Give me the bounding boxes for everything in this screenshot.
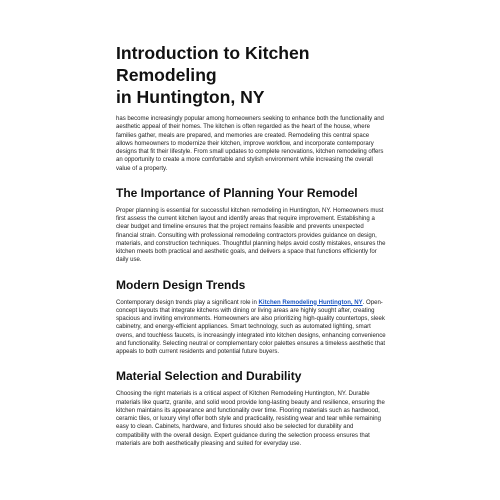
section-heading-planning: The Importance of Planning Your Remodel bbox=[116, 185, 358, 200]
design-trends-text-before-link: Contemporary design trends play a significant role in bbox=[116, 299, 259, 306]
section-heading-materials: Material Selection and Durability bbox=[116, 369, 302, 384]
kitchen-remodeling-link[interactable]: Kitchen Remodeling Huntington, NY bbox=[258, 299, 363, 306]
page-title-line-2: in Huntington, NY bbox=[116, 87, 265, 107]
section-heading-design-trends: Modern Design Trends bbox=[116, 277, 246, 292]
page-title bbox=[116, 42, 386, 108]
section-body-materials: Choosing the right materials is a critical aspect of Kitchen Remodeling Huntington, NY. Durable materials like quartz, granite, and solid wood provide long-lasting beauty and resilience, ensuring the kitchen maintains its appearance and functionality over time. Flooring materials such as hardwood, ceramic tiles, or luxury vinyl offer both style and practicality, resisting wear and tear while remaining easy to clean. Cabinets, hardware, and fixtures should also be selected for durability and compatibility with the overall design. Expert guidance during the selection process ensures that materials are both aesthetically pleasing and suited for everyday use. bbox=[116, 391, 385, 447]
intro-paragraph: has become increasingly popular among homeowners seeking to enhance both the functionality and aesthetic appeal of their homes. The kitchen is often regarded as the heart of the house, where families gather, meals are prepared, and memories are created. Remodeling this central space allows homeowners to modernize their kitchen, improve workflow, and incorporate contemporary designs that fit their lifestyle. From small updates to complete renovations, kitchen remodeling offers an opportunity to create a more comfortable and stylish environment while increasing the overall value of a property. bbox=[116, 116, 384, 172]
design-trends-text-after-link: . Open-concept layouts that integrate kitchens with dining or living areas are highly sought after, creating spacious and inviting environments. Homeowners are also prioritizing high-quality countertops, sleek cabinetry, and energy-efficient appliances. Smart technology, such as automated lighting, smart ovens, and touchless faucets, is increasingly integrated into kitchen designs, enhancing convenience and functionality. Selecting neutral or complementary color palettes ensures a timeless aesthetic that appeals to both current residents and potential future buyers. bbox=[116, 299, 386, 355]
section-body-planning: Proper planning is essential for successful kitchen remodeling in Huntington, NY. Homeowners must first assess the current kitchen layout and identify areas that require improvement. Establishing a clear budget and timeline ensures that the project remains feasible and prevents unexpected financial strain. Consulting with professional remodeling contractors provides guidance on design, materials, and construction techniques. Thoughtful planning helps avoid costly mistakes, ensures the kitchen meets both practical and aesthetic goals, and delivers a space that functions efficiently for daily use. bbox=[116, 207, 386, 264]
page-title-line-1: Introduction to Kitchen Remodeling bbox=[116, 43, 310, 85]
article-content bbox=[116, 42, 386, 448]
section-body-design-trends bbox=[116, 299, 386, 357]
